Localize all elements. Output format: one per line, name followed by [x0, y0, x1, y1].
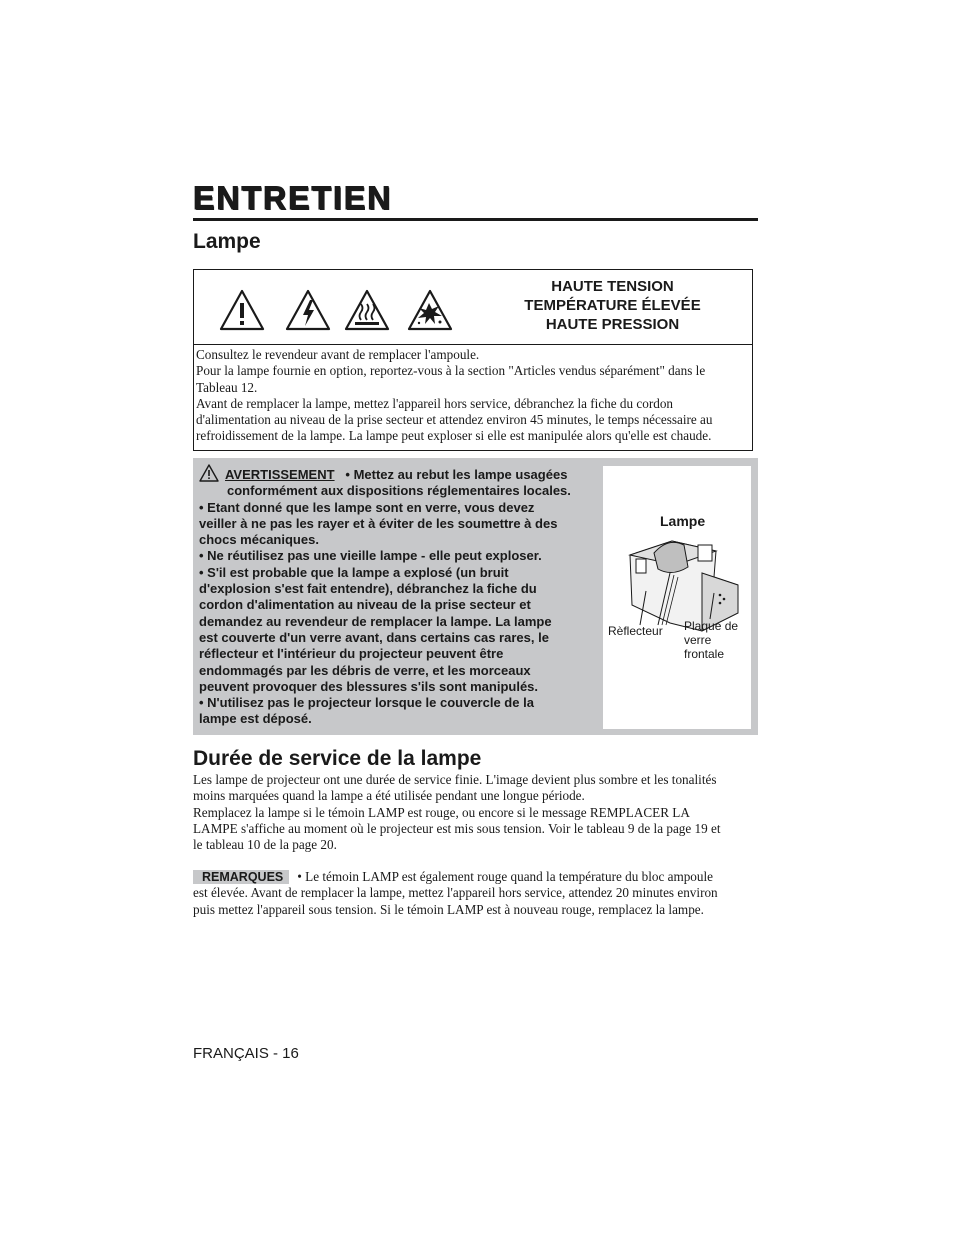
hot-surface-icon	[344, 289, 390, 331]
warning-triangle-icon	[199, 464, 219, 482]
label-front-glass-line: frontale	[684, 647, 725, 661]
body-line: Les lampe de projecteur ont une durée de service finie. L'image devient plus sombre et les tonalités	[193, 772, 717, 787]
warning-line: • S'il est probable que la lampe a explosé (un bruit	[199, 564, 509, 580]
lamp-life-text	[193, 772, 759, 853]
warning-text	[199, 464, 594, 728]
caution-line: Pour la lampe fournie en option, reportez-vous à la section "Articles vendus séparément" dans le	[196, 363, 706, 379]
warning-line: réflecteur et l'intérieur du projecteur peuvent être	[199, 646, 504, 662]
label-front-glass	[684, 619, 750, 661]
page-title: ENTRETIEN	[193, 180, 393, 216]
remarks-first-line	[193, 869, 759, 885]
remarks-line: • Le témoin LAMP est également rouge quand la température du bloc ampoule	[297, 869, 714, 884]
warning-line: chocs mécaniques.	[199, 532, 319, 548]
explosion-icon	[407, 289, 453, 331]
caution-line: Avant de remplacer la lampe, mettez l'appareil hors service, débranchez la fiche du cordon	[196, 395, 674, 411]
warning-label: AVERTISSEMENT	[225, 467, 335, 482]
page-footer: FRANÇAIS - 16	[193, 1045, 299, 1062]
body-line: Remplacez la lampe si le témoin LAMP est rouge, ou encore si le message REMPLACER LA	[193, 804, 690, 820]
lamp-figure-title: Lampe	[660, 513, 706, 529]
warning-line: peuvent provoquer des blessures s'ils sont manipulés.	[199, 678, 539, 694]
remarks-line: puis mettez l'appareil sous tension. Si le témoin LAMP est à nouveau rouge, remplacez la lampe.	[193, 901, 704, 917]
hazard-label-temperature: TEMPÉRATURE ÉLEVÉE	[524, 297, 701, 314]
caution-line: d'alimentation au niveau de la prise secteur et attendez environ 45 minutes, le temps nécessaire au	[196, 412, 713, 428]
remarks-label: REMARQUES	[193, 870, 289, 884]
label-front-glass-line: verre	[684, 633, 712, 647]
lamp-illustration	[610, 533, 746, 633]
body-line: le tableau 10 de la page 20.	[193, 837, 337, 853]
hazard-labels	[495, 277, 730, 334]
caution-line: refroidissement de la lampe. La lampe peut exploser si elle est manipulée alors qu'elle est chaude.	[196, 428, 712, 444]
warning-first-line	[199, 464, 594, 483]
remarks-line: est élevée. Avant de remplacer la lampe, mettez l'appareil hors service, attendez 20 minutes environ	[193, 885, 718, 901]
warning-line: • N'utilisez pas le projecteur lorsque le couvercle de la	[199, 695, 534, 711]
section-heading-duree: Durée de service de la lampe	[193, 747, 482, 770]
hazard-label-pressure: HAUTE PRESSION	[545, 316, 680, 333]
caution-divider	[193, 344, 753, 345]
warning-line: endommagés par les débris de verre, et les morceaux	[199, 662, 531, 678]
label-reflector: Rèflecteur	[608, 624, 663, 638]
warning-line: • Etant donné que les lampe sont en verre, vous devez	[199, 499, 535, 515]
hazard-label-voltage: HAUTE TENSION	[551, 278, 674, 295]
warning-line: d'explosion s'est fait entendre), débranchez la fiche du	[199, 581, 537, 597]
warning-line: lampe est déposé.	[199, 711, 312, 727]
label-front-glass-line: Plaque de	[684, 619, 739, 633]
caution-line: Consultez le revendeur avant de remplacer l'ampoule.	[196, 347, 480, 362]
warning-line: cordon d'alimentation au niveau de la prise secteur et	[199, 597, 531, 613]
warning-line: conformément aux dispositions réglementaires locales.	[227, 483, 571, 499]
warning-line: veiller à ne pas les rayer et à éviter de les soumettre à des	[199, 515, 558, 531]
body-line: moins marquées quand la lampe a été utilisée pendant une longue période.	[193, 788, 585, 804]
body-line: LAMPE s'affiche au moment où le projecteur est mis sous tension. Voir le tableau 9 de la page 19 et	[193, 820, 721, 836]
warning-line: • Ne réutilisez pas une vieille lampe - elle peut exploser.	[199, 548, 542, 564]
warning-line: est couverte d'un verre avant, dans certains cas rares, le	[199, 629, 549, 645]
high-voltage-icon	[285, 289, 331, 331]
remarks-block	[193, 869, 759, 918]
section-heading-lampe: Lampe	[193, 230, 261, 253]
warning-triangle-icon	[219, 289, 265, 331]
caution-line: Tableau 12.	[196, 379, 258, 395]
title-rule	[193, 218, 758, 221]
caution-text	[196, 347, 749, 445]
warning-line: • Mettez au rebut les lampe usagées	[345, 467, 568, 482]
warning-line: demandez au revendeur de remplacer la lampe. La lampe	[199, 613, 552, 629]
